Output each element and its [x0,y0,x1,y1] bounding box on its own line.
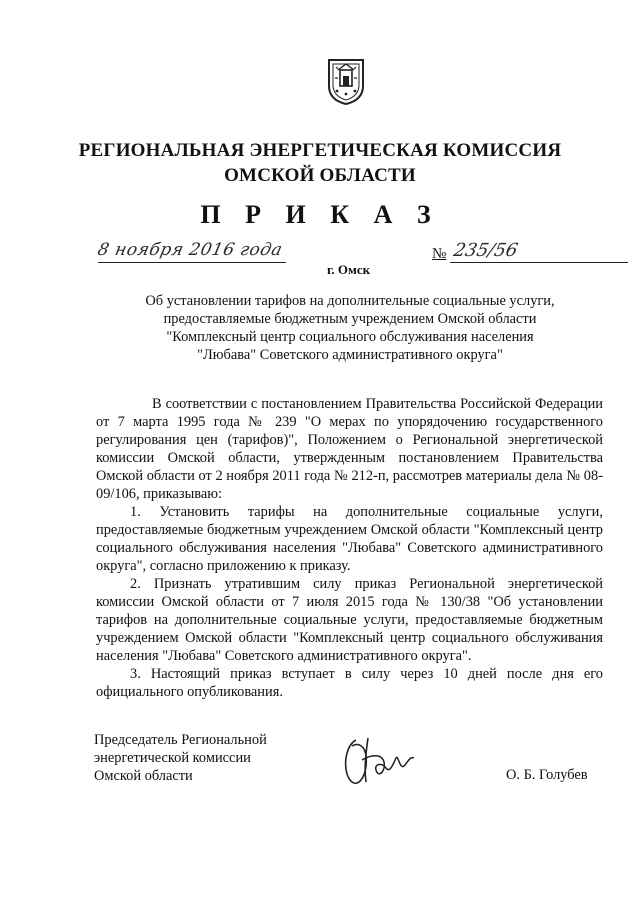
number-underline [450,262,628,263]
order-item-2: 2. Признать утратившим силу приказ Региональной энергетической комиссии Омской области от 7 июля 2015 года № 130/38 "Об установлении тарифов на дополнительные социальные услуги, предоставляемые бюджетным учреждением Омской области "Комплексный центр социального обслуживания населения "Любава" Советского административного округа". [96,576,603,664]
signatory-name: О. Б. Голубев [506,767,588,783]
handwritten-date: 8 ноября 2016 года [95,240,285,260]
number-label: № [432,246,447,262]
subject-line: Об установлении тарифов на дополнительные социальные услуги, [145,293,555,309]
signatory-title [94,731,267,785]
organization-title-line1: РЕГИОНАЛЬНАЯ ЭНЕРГЕТИЧЕСКАЯ КОМИССИЯ [78,140,562,161]
handwritten-order-number: 235/56 [451,240,520,261]
signatory-title-line: Омской области [94,768,193,784]
subject-line: "Комплексный центр социального обслуживания населения [166,329,534,345]
city-label: г. Омск [327,262,371,277]
order-subject [120,292,580,364]
preamble-paragraph: В соответствии с постановлением Правительства Российской Федерации от 7 марта 1995 года № 239 "О мерах по упорядочению государственного регулирования цен (тарифов)", Положением о Региональной энергетической комиссии Омской области, утвержденным постановлением Правительства Омской области от 2 ноября 2011 года № 212-п, рассмотрев материалы дела № 08-09/106, приказываю: [96,396,603,502]
signatory-title-line: Председатель Региональной [94,732,267,748]
signatory-title-line: энергетической комиссии [94,750,251,766]
order-item-1: 1. Установить тарифы на дополнительные социальные услуги, предоставляемые бюджетным учреждением Омской области "Комплексный центр социального обслуживания населения "Любава" Советского административного округа", согласно приложению к приказу. [96,504,603,574]
omsk-region-coat-of-arms-icon [326,56,366,106]
order-item-3: 3. Настоящий приказ вступает в силу через 10 дней после дня его официального опубликования. [96,666,603,700]
handwritten-signature-icon [338,732,428,792]
organization-title-line2: ОМСКОЙ ОБЛАСТИ [224,165,416,186]
date-underline [98,262,286,263]
subject-line: предоставляемые бюджетным учреждением Омской области [163,311,537,327]
document-type-title: П Р И К А З [200,200,440,229]
subject-line: "Любава" Советского административного округа" [197,347,503,363]
